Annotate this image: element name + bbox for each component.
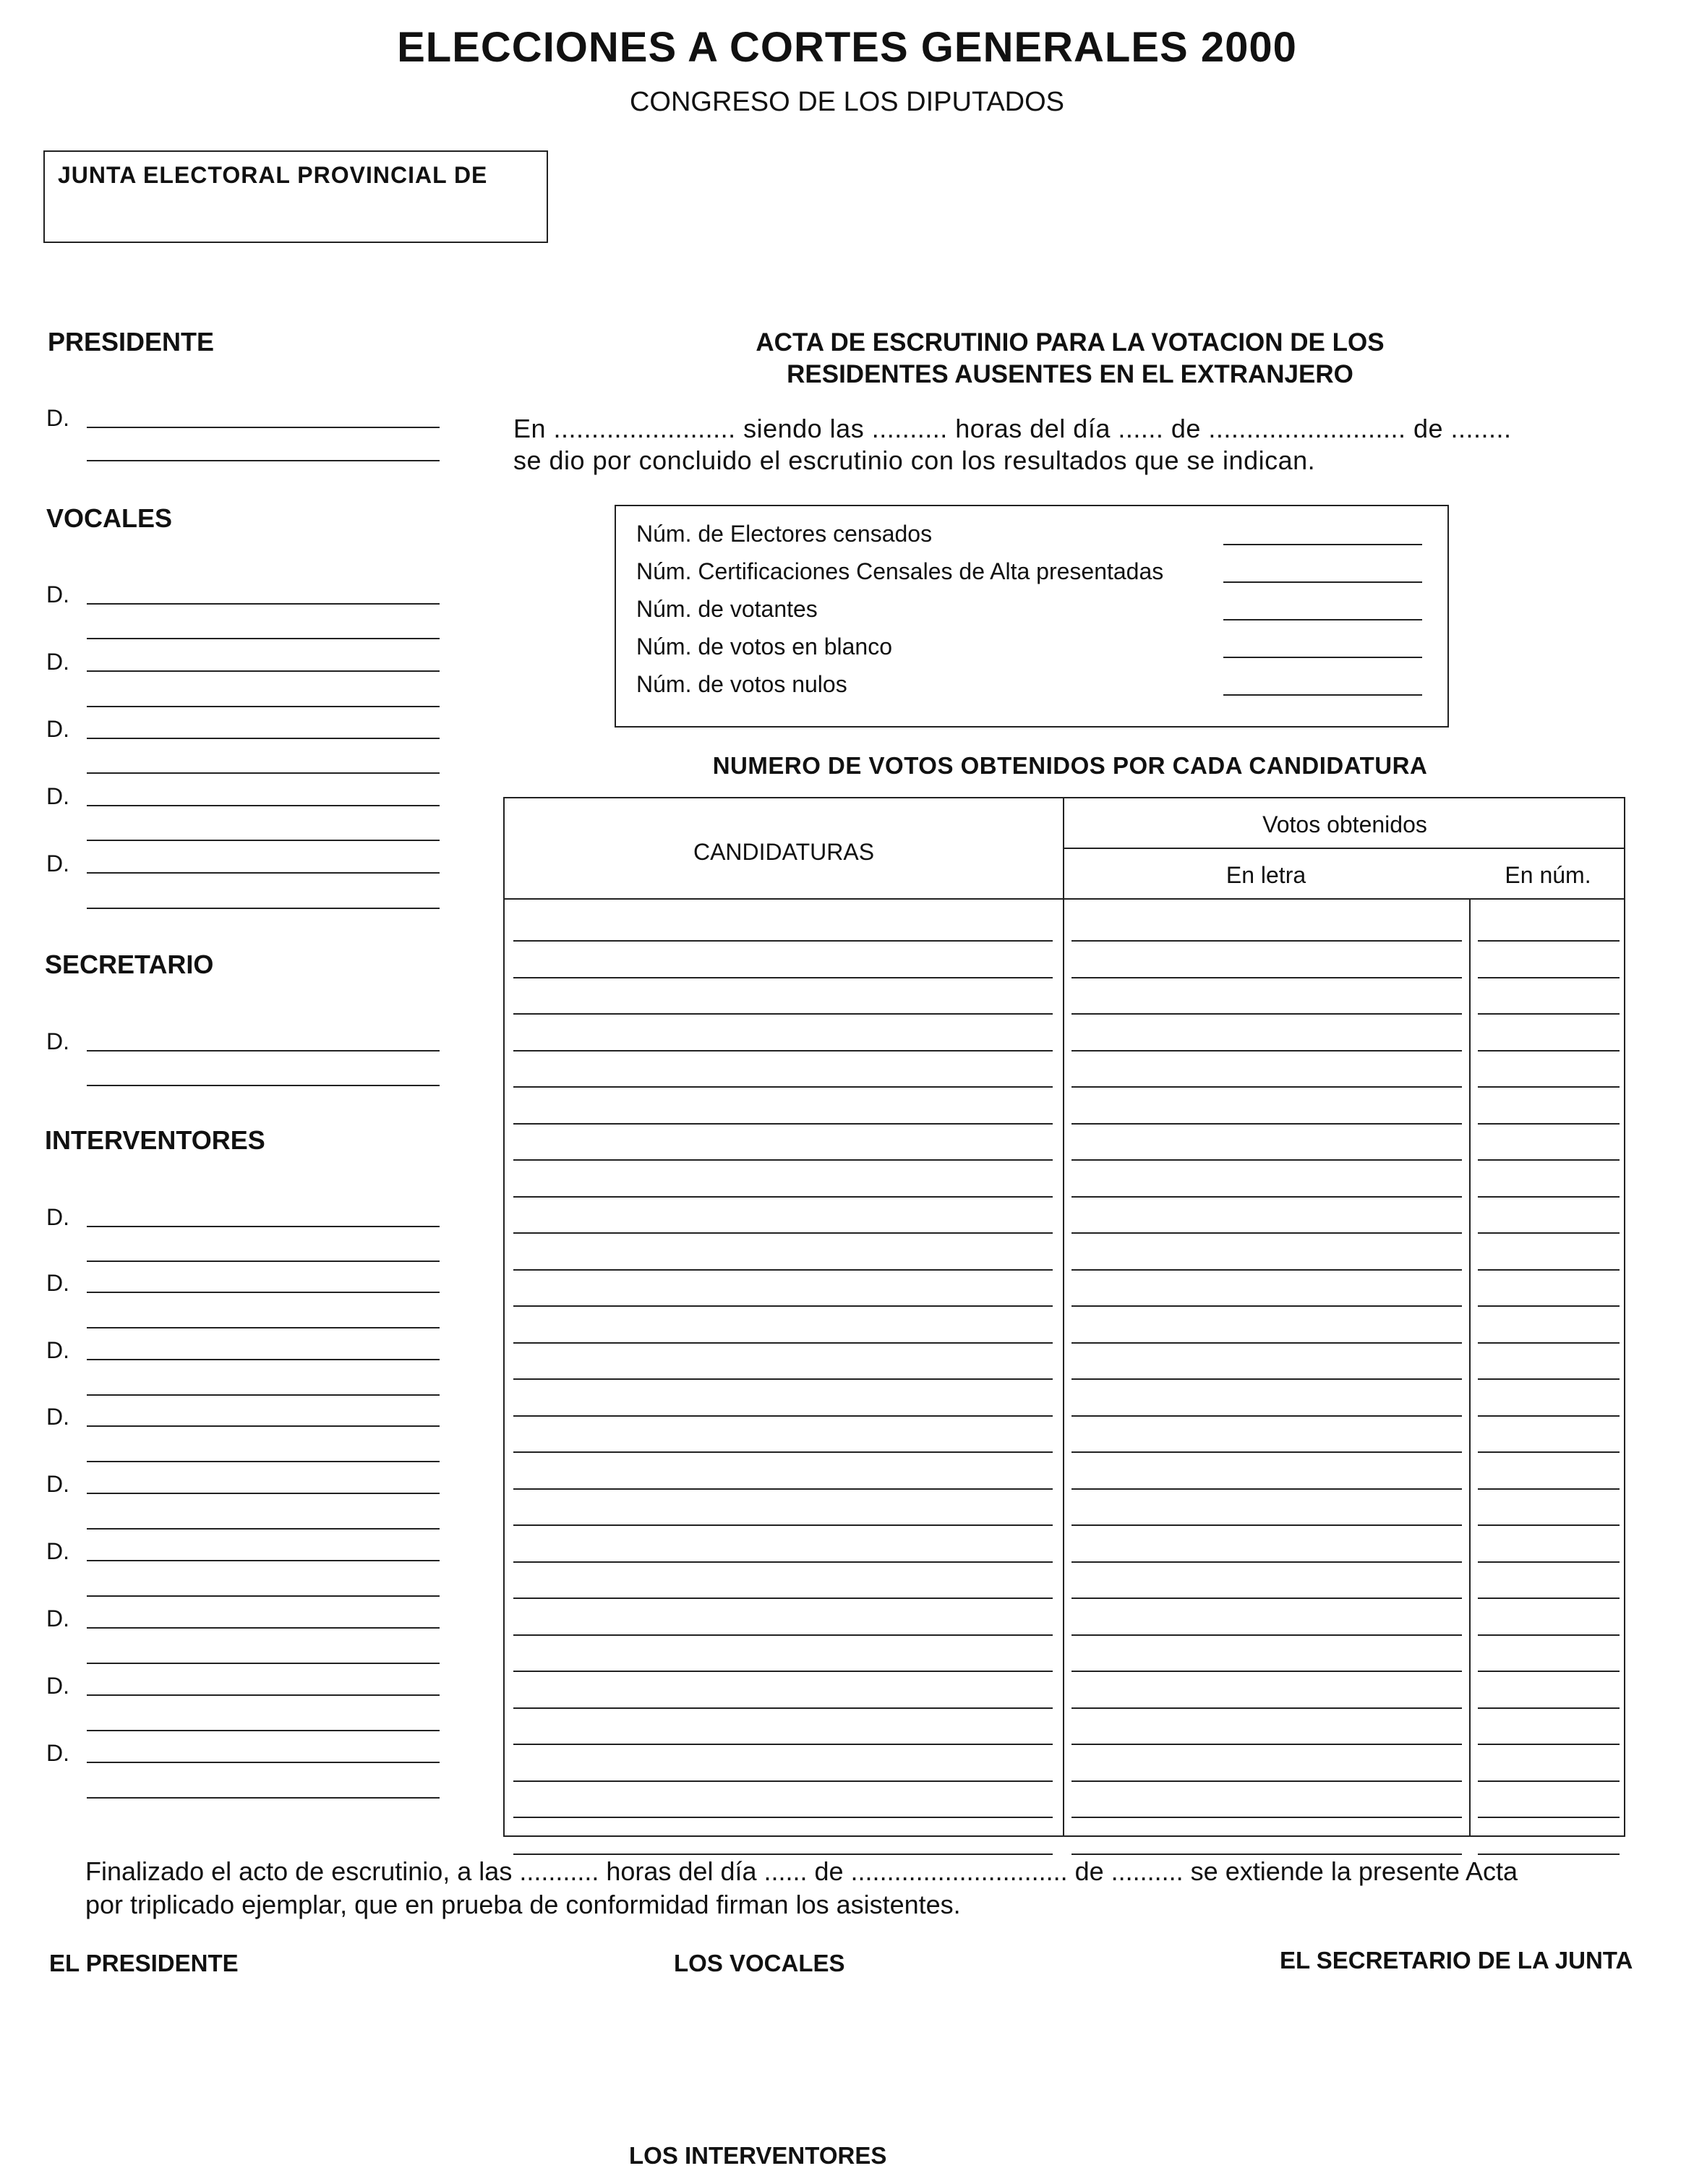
d-label: D. [46,1204,69,1230]
table-row-line[interactable] [1478,1196,1620,1198]
col-header-en-num: En núm. [1505,862,1591,888]
col-header-candidaturas: CANDIDATURAS [693,839,875,865]
table-row-line[interactable] [1071,977,1462,978]
d-label: D. [46,1605,69,1631]
table-row-line[interactable] [513,1196,1053,1198]
presidente-heading: PRESIDENTE [48,327,215,357]
table-row-line[interactable] [1071,1817,1462,1818]
table-row-line[interactable] [1478,1050,1620,1052]
acta-title [506,327,1634,391]
acta-title-line2: RESIDENTES AUSENTES EN EL EXTRANJERO [787,360,1353,388]
table-row-line[interactable] [513,1123,1053,1125]
table-row-line[interactable] [1071,1196,1462,1198]
table-row-line[interactable] [513,1524,1053,1526]
signature-line[interactable] [87,1394,440,1396]
signature-line[interactable] [87,1359,440,1360]
table-row-line[interactable] [1071,1780,1462,1782]
signature-line[interactable] [87,1627,440,1629]
table-row-line[interactable] [513,1269,1053,1271]
table-row-line[interactable] [1071,1707,1462,1709]
table-row-line[interactable] [1478,1671,1620,1672]
table-row-line[interactable] [1478,1634,1620,1636]
signature-line[interactable] [87,908,440,909]
signature-line[interactable] [87,460,440,461]
table-row-line[interactable] [1478,940,1620,942]
table-row-line[interactable] [1071,1634,1462,1636]
table-row-line[interactable] [1478,1378,1620,1380]
signature-presidente: EL PRESIDENTE [49,1950,239,1976]
d-label: D. [46,1337,69,1363]
signature-line[interactable] [87,1226,440,1227]
signature-line[interactable] [87,805,440,806]
signature-line[interactable] [87,1461,440,1462]
table-row-line[interactable] [1478,1707,1620,1709]
closing-line2: por triplicado ejemplar, que en prueba de conformidad firman los asistentes. [85,1890,961,1919]
stat-label-electores: Núm. de Electores censados [636,521,933,547]
d-label: D. [46,783,69,809]
signature-line[interactable] [87,1050,440,1052]
stat-label-nulos: Núm. de votos nulos [636,671,847,697]
interventores-heading: INTERVENTORES [45,1125,265,1155]
signature-line[interactable] [87,1085,440,1086]
table-row-line[interactable] [1478,1269,1620,1271]
table-row-line[interactable] [513,1817,1053,1818]
table-row-line[interactable] [513,1598,1053,1599]
signature-line[interactable] [87,1493,440,1494]
table-row-line[interactable] [513,1561,1053,1563]
table-row-line[interactable] [513,977,1053,978]
signature-line[interactable] [87,872,440,874]
table-row-line[interactable] [1071,940,1462,942]
table-row-line[interactable] [513,1707,1053,1709]
table-row-line[interactable] [1071,1378,1462,1380]
signature-line[interactable] [87,1730,440,1731]
document-title: ELECCIONES A CORTES GENERALES 2000 [397,24,1297,71]
stat-label-votantes: Núm. de votantes [636,596,818,622]
signature-line[interactable] [87,738,440,739]
junta-electoral-box[interactable] [43,150,548,243]
d-label: D. [46,1538,69,1564]
closing-line1: Finalizado el acto de escrutinio, a las ........... horas del día ...... de .............................. de .......... se extiende la presente Acta [85,1856,1518,1886]
table-row-line[interactable] [1071,1524,1462,1526]
signature-line[interactable] [87,1595,440,1597]
signature-line[interactable] [87,706,440,707]
stat-field-votantes[interactable] [1223,619,1422,620]
signature-line[interactable] [87,1797,440,1799]
stat-field-electores[interactable] [1223,544,1422,545]
vocales-heading: VOCALES [46,503,173,533]
table-row-line[interactable] [513,1488,1053,1490]
signature-line[interactable] [87,1663,440,1664]
table-row-line[interactable] [1071,1159,1462,1161]
acta-intro-line1: En ........................ siendo las .......... horas del día ...... de .......................... de ........ [513,414,1512,443]
d-label: D. [46,1028,69,1054]
table-row-line[interactable] [513,1378,1053,1380]
table-row-line[interactable] [1478,1451,1620,1453]
table-row-line[interactable] [1071,1232,1462,1234]
col-header-en-letra: En letra [1225,862,1306,888]
table-row-line[interactable] [513,1159,1053,1161]
header-bottom-border [505,898,1624,900]
table-row-line[interactable] [1478,1013,1620,1015]
signature-line[interactable] [87,1261,440,1262]
table-row-line[interactable] [1478,1159,1620,1161]
table-row-line[interactable] [1071,1488,1462,1490]
table-row-line[interactable] [513,1415,1053,1417]
table-row-line[interactable] [1071,1123,1462,1125]
table-row-line[interactable] [1478,1305,1620,1307]
signature-line[interactable] [87,772,440,774]
signature-line[interactable] [87,638,440,639]
table-row-line[interactable] [513,1342,1053,1344]
candidaturas-table [503,797,1625,1837]
acta-intro-line2: se dio por concluido el escrutinio con los resultados que se indican. [513,445,1316,475]
column-divider [1063,798,1064,1835]
d-label: D. [46,1270,69,1296]
table-row-line[interactable] [1071,1050,1462,1052]
d-label: D. [46,649,69,675]
stat-label-certificaciones: Núm. Certificaciones Censales de Alta presentadas [636,558,1164,584]
signature-interventores: LOS INTERVENTORES [629,2142,887,2169]
table-row-line[interactable] [1071,1561,1462,1563]
table-row-line[interactable] [1071,1598,1462,1599]
signature-line[interactable] [87,1327,440,1328]
table-row-line[interactable] [1478,1123,1620,1125]
d-label: D. [46,581,69,607]
table-row-line[interactable] [513,1634,1053,1636]
table-row-line[interactable] [1478,1780,1620,1782]
table-row-line[interactable] [1071,1451,1462,1453]
signature-line[interactable] [87,427,440,428]
d-label: D. [46,716,69,742]
stat-field-nulos[interactable] [1223,694,1422,696]
signature-line[interactable] [87,1292,440,1293]
d-label: D. [46,850,69,876]
table-row-line[interactable] [1478,1524,1620,1526]
d-label: D. [46,1740,69,1766]
table-row-line[interactable] [1478,1817,1620,1818]
table-row-line[interactable] [1478,1488,1620,1490]
d-label: D. [46,1471,69,1497]
table-row-line[interactable] [1478,1086,1620,1088]
table-row-line[interactable] [1478,1744,1620,1745]
acta-title-line1: ACTA DE ESCRUTINIO PARA LA VOTACION DE LOS [756,328,1385,357]
signature-vocales: LOS VOCALES [674,1950,845,1976]
table-row-line[interactable] [513,1013,1053,1015]
signature-line[interactable] [87,670,440,672]
table-row-line[interactable] [1478,977,1620,978]
d-label: D. [46,1404,69,1430]
stat-field-certificaciones[interactable] [1223,581,1422,583]
signature-line[interactable] [87,1694,440,1696]
signature-line[interactable] [87,603,440,605]
d-label: D. [46,1673,69,1699]
table-row-line[interactable] [513,1744,1053,1745]
table-row-line[interactable] [513,1050,1053,1052]
table-row-line[interactable] [513,1671,1053,1672]
table-row-line[interactable] [1071,1415,1462,1417]
table-row-line[interactable] [513,1780,1053,1782]
table-row-line[interactable] [1071,1744,1462,1745]
signature-line[interactable] [87,840,440,841]
stat-label-blanco: Núm. de votos en blanco [636,634,892,660]
signature-secretario: EL SECRETARIO DE LA JUNTA [1280,1947,1633,1974]
closing-statement [85,1855,1640,1921]
table-row-line[interactable] [1478,1342,1620,1344]
junta-electoral-label: JUNTA ELECTORAL PROVINCIAL DE [58,162,488,188]
column-divider [1469,898,1471,1835]
signature-line[interactable] [87,1560,440,1561]
table-row-line[interactable] [1071,1305,1462,1307]
signature-line[interactable] [87,1425,440,1427]
table-row-line[interactable] [513,1232,1053,1234]
table-row-line[interactable] [1478,1415,1620,1417]
table-row-line[interactable] [513,940,1053,942]
document-subtitle: CONGRESO DE LOS DIPUTADOS [629,87,1065,117]
col-header-votos-obtenidos: Votos obtenidos [1262,811,1427,837]
table-row-line[interactable] [1478,1232,1620,1234]
table-row-line[interactable] [513,1451,1053,1453]
secretario-heading: SECRETARIO [45,950,214,979]
table-row-line[interactable] [1478,1561,1620,1563]
table-row-line[interactable] [1071,1342,1462,1344]
table-row-line[interactable] [1478,1598,1620,1599]
votos-table-title: NUMERO DE VOTOS OBTENIDOS POR CADA CANDIDATURA [712,752,1428,779]
table-row-line[interactable] [1071,1086,1462,1088]
votos-subheader-divider [1063,848,1625,849]
table-row-line[interactable] [1071,1671,1462,1672]
signature-line[interactable] [87,1762,440,1763]
stat-field-blanco[interactable] [1223,657,1422,658]
table-row-line[interactable] [513,1086,1053,1088]
signature-line[interactable] [87,1528,440,1530]
table-row-line[interactable] [1071,1269,1462,1271]
escrutinio-stats-box [615,505,1449,728]
table-row-line[interactable] [1071,1013,1462,1015]
d-label: D. [46,405,69,431]
table-row-line[interactable] [513,1305,1053,1307]
